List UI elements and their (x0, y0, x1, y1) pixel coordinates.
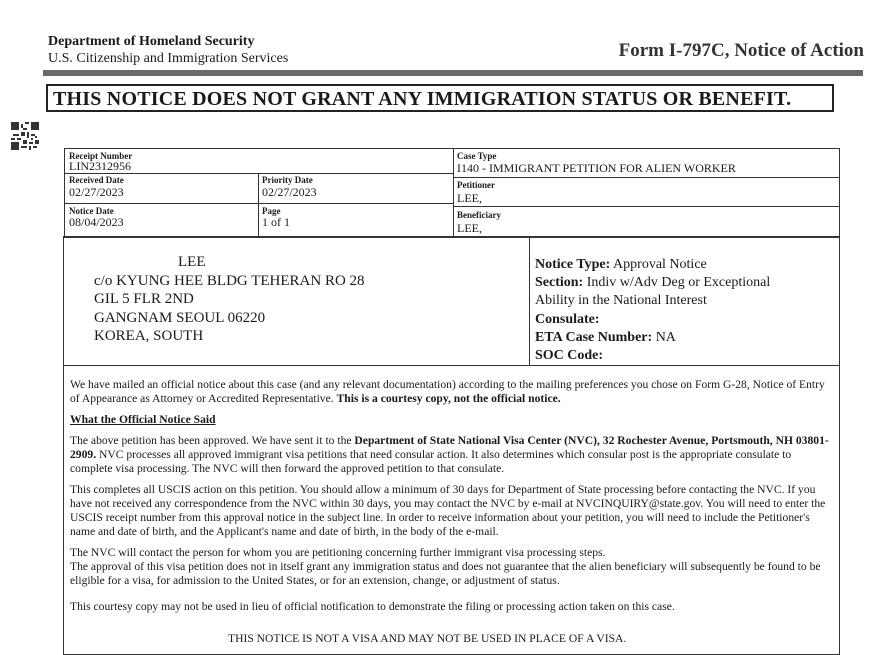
case-type-label: Case Type (457, 151, 497, 161)
case-type: I140 - IMMIGRANT PETITION FOR ALIEN WORKER (457, 161, 736, 175)
agency-block (48, 33, 288, 67)
section-value: Indiv w/Adv Deg or Exceptional (586, 275, 771, 291)
notice-type: Approval Notice (613, 257, 707, 272)
nvc-contact-paragraph (70, 546, 830, 588)
receipt-number: LIN2312956 (69, 159, 131, 173)
nvc-contact-text: The NVC will contact the person for whom you are petitioning concerning further immigrant visa processing steps. (70, 546, 606, 559)
case-details-table (64, 148, 840, 238)
approval-text: The above petition has been approved. We have sent it to the (70, 434, 355, 447)
eta-case-label: ETA Case Number: (535, 329, 653, 345)
address-line-1: c/o KYUNG HEE BLDG TEHERAN RO 28 (94, 272, 365, 289)
approval-disclaimer: The approval of this visa petition does not in itself grant any immigration status and does not guarantee that the alien beneficiary will subsequently be found to be eligible for a visa, for admission to the United States, or for an extension, change, or adjustment of status. (70, 560, 821, 587)
address-line-3: GANGNAM SEOUL 06220 (94, 309, 266, 326)
receipt-number-label: Receipt Number (69, 151, 133, 161)
nvc-address: Department of State National Visa Center (NVC), 32 Rochester Avenue, Portsmouth, NH 03801-2909. (70, 434, 829, 461)
agency-subname: U.S. Citizenship and Immigration Services (48, 51, 289, 66)
courtesy-copy-note: This is a courtesy copy, not the official notice. (336, 392, 561, 405)
petitioner-label: Petitioner (457, 180, 495, 190)
courtesy-copy-paragraph: This courtesy copy may not be used in lieu of official notification to demonstrate the filing or processing action taken on this case. (70, 600, 675, 613)
page-label: Page (262, 206, 281, 216)
mailing-address (94, 253, 365, 346)
notice-date: 08/04/2023 (69, 215, 124, 229)
mailing-paragraph (70, 378, 830, 406)
form-title: Form I-797C, Notice of Action (618, 40, 864, 61)
priority-date-label: Priority Date (262, 175, 313, 185)
notice-body (70, 378, 830, 621)
beneficiary: LEE, (457, 221, 482, 235)
consulate-label: Consulate: (535, 311, 600, 327)
notice-date-label: Notice Date (69, 206, 114, 216)
address-line-2: GIL 5 FLR 2ND (94, 291, 194, 307)
eta-case-number: NA (655, 329, 676, 345)
section-heading: What the Official Notice Said (70, 413, 216, 426)
barcode-icon (11, 122, 39, 150)
mailing-text: We have mailed an official notice about this case (and any relevant documentation) according to the mailing preferences you chose on Form G-28, Notice of Entry of Appearance as Attorney or Accredited Representative. (70, 378, 825, 405)
section-label: Section: (535, 275, 584, 291)
soc-code-label: SOC Code: (535, 348, 604, 364)
priority-date: 02/27/2023 (262, 185, 317, 199)
header-rule (43, 70, 863, 76)
agency-name: Department of Homeland Security (48, 34, 255, 49)
status-banner: THIS NOTICE DOES NOT GRANT ANY IMMIGRATION STATUS OR BENEFIT. (46, 84, 834, 112)
approval-text-cont: NVC processes all approved immigrant visa petitions that need consular action. It also determines which consular post is the appropriate consulate to complete visa processing. The NVC will then forward the approved petition to that consulate. (70, 448, 792, 475)
completion-paragraph: This completes all USCIS action on this petition. You should allow a minimum of 30 days for Department of State processing before contacting the NVC. If you have not received any correspondence from the NVC within 30 days, you may contact the NVC by e-mail at NVCINQUIRY@state.gov. You will need to enter the USCIS receipt number from this approval notice in the subject line. In order to receive information about your petition, you will need to include the Petitioner's name and date of birth, and the Applicant's name and date of birth, in the body of the e-mail. (70, 483, 826, 538)
addressee-name: LEE (178, 254, 206, 270)
page-number: 1 of 1 (262, 215, 290, 229)
received-date: 02/27/2023 (69, 185, 124, 199)
received-date-label: Received Date (69, 175, 124, 185)
beneficiary-label: Beneficiary (457, 210, 501, 220)
approval-paragraph (70, 434, 830, 476)
address-line-4: KOREA, SOUTH (94, 328, 204, 344)
notice-info (535, 256, 770, 365)
notice-type-label: Notice Type: (535, 257, 611, 272)
footer-visa-note: THIS NOTICE IS NOT A VISA AND MAY NOT BE USED IN PLACE OF A VISA. (228, 632, 627, 645)
petitioner: LEE, (457, 191, 482, 205)
section-value-cont: Ability in the National Interest (535, 293, 707, 309)
